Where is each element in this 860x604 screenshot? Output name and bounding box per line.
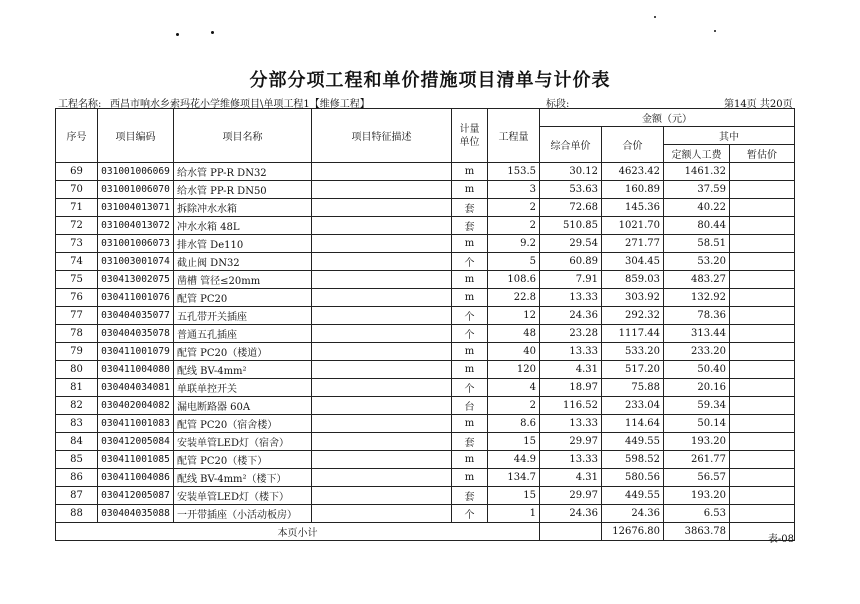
scan-speck — [714, 30, 716, 32]
table-row — [56, 397, 795, 415]
cell-unit: 套 — [452, 487, 488, 505]
cell-unit: m — [452, 361, 488, 379]
cell-desc — [312, 163, 452, 181]
cell-unit: 个 — [452, 325, 488, 343]
header-provisional: 暂估价 — [730, 145, 795, 163]
header-code: 项目编码 — [98, 109, 174, 163]
scan-speck — [211, 31, 214, 34]
project-label: 工程名称: — [58, 99, 102, 110]
cell-total: 1117.44 — [602, 325, 664, 343]
table-row — [56, 487, 795, 505]
cell-labor: 53.20 — [664, 253, 730, 271]
cell-desc — [312, 289, 452, 307]
cell-provisional — [730, 163, 795, 181]
cell-labor: 483.27 — [664, 271, 730, 289]
cell-labor: 50.14 — [664, 415, 730, 433]
cell-provisional — [730, 271, 795, 289]
cell-desc — [312, 451, 452, 469]
cell-unit: 个 — [452, 253, 488, 271]
cell-total: 75.88 — [602, 379, 664, 397]
cell-seq: 75 — [56, 271, 98, 289]
cell-unit-price: 29.97 — [540, 487, 602, 505]
cell-code: 030413002075 — [98, 271, 174, 289]
cell-qty: 44.9 — [488, 451, 540, 469]
cell-seq: 80 — [56, 361, 98, 379]
cell-unit-price: 53.63 — [540, 181, 602, 199]
cell-provisional — [730, 415, 795, 433]
cell-code: 030404035078 — [98, 325, 174, 343]
cell-labor: 56.57 — [664, 469, 730, 487]
cell-code: 031001006070 — [98, 181, 174, 199]
cell-unit-price: 18.97 — [540, 379, 602, 397]
cell-seq: 78 — [56, 325, 98, 343]
cell-seq: 87 — [56, 487, 98, 505]
cell-qty: 2 — [488, 199, 540, 217]
cell-qty: 12 — [488, 307, 540, 325]
cell-total: 24.36 — [602, 505, 664, 523]
cell-code: 030411004086 — [98, 469, 174, 487]
cell-unit-price: 116.52 — [540, 397, 602, 415]
cell-name: 一开带插座（小活动板房） — [174, 505, 312, 523]
cell-qty: 15 — [488, 433, 540, 451]
cell-name: 排水管 De110 — [174, 235, 312, 253]
cell-code: 030412005087 — [98, 487, 174, 505]
cell-qty: 15 — [488, 487, 540, 505]
cell-name: 拆除冲水水箱 — [174, 199, 312, 217]
cell-desc — [312, 397, 452, 415]
header-amount: 金额（元） — [540, 109, 795, 127]
document-title: 分部分项工程和单价措施项目清单与计价表 — [249, 70, 611, 91]
cell-name: 漏电断路器 60A — [174, 397, 312, 415]
cell-desc — [312, 433, 452, 451]
cell-unit: 个 — [452, 307, 488, 325]
cell-qty: 4 — [488, 379, 540, 397]
cell-seq: 73 — [56, 235, 98, 253]
cell-desc — [312, 487, 452, 505]
cell-qty: 8.6 — [488, 415, 540, 433]
cell-unit: m — [452, 451, 488, 469]
cell-provisional — [730, 307, 795, 325]
cell-unit: m — [452, 163, 488, 181]
cell-labor: 78.36 — [664, 307, 730, 325]
cell-seq: 71 — [56, 199, 98, 217]
cell-name: 配管 PC20（楼下） — [174, 451, 312, 469]
cell-unit-price: 13.33 — [540, 415, 602, 433]
cell-provisional — [730, 235, 795, 253]
cell-desc — [312, 361, 452, 379]
cell-name: 凿槽 管径≤20mm — [174, 271, 312, 289]
cell-provisional — [730, 379, 795, 397]
cell-code: 031003001074 — [98, 253, 174, 271]
cell-seq: 70 — [56, 181, 98, 199]
cell-labor: 261.77 — [664, 451, 730, 469]
cell-code: 030404035088 — [98, 505, 174, 523]
cell-provisional — [730, 289, 795, 307]
cell-qty: 5 — [488, 253, 540, 271]
table-row — [56, 325, 795, 343]
table-row — [56, 361, 795, 379]
cell-provisional — [730, 343, 795, 361]
cell-unit: m — [452, 343, 488, 361]
cell-code: 030411001085 — [98, 451, 174, 469]
cell-unit-price: 72.68 — [540, 199, 602, 217]
cell-qty: 134.7 — [488, 469, 540, 487]
cell-code: 030411004080 — [98, 361, 174, 379]
cell-code: 031004013071 — [98, 199, 174, 217]
table-row — [56, 469, 795, 487]
table-row — [56, 199, 795, 217]
cell-seq: 74 — [56, 253, 98, 271]
cell-name: 配管 PC20（宿舍楼） — [174, 415, 312, 433]
cell-name: 配线 BV-4mm²（楼下） — [174, 469, 312, 487]
cell-name: 配管 PC20 — [174, 289, 312, 307]
table-row — [56, 505, 795, 523]
cell-provisional — [730, 397, 795, 415]
cell-unit-price: 7.91 — [540, 271, 602, 289]
cell-name: 安装单管LED灯（宿舍） — [174, 433, 312, 451]
table-row — [56, 271, 795, 289]
subtotal-total: 12676.80 — [602, 523, 664, 541]
cell-desc — [312, 199, 452, 217]
cell-qty: 48 — [488, 325, 540, 343]
subtotal-labor: 3863.78 — [664, 523, 730, 541]
cell-unit-price: 510.85 — [540, 217, 602, 235]
cell-desc — [312, 217, 452, 235]
cell-unit-price: 4.31 — [540, 361, 602, 379]
scan-speck — [654, 16, 656, 18]
cell-unit-price: 23.28 — [540, 325, 602, 343]
cell-provisional — [730, 433, 795, 451]
cell-total: 449.55 — [602, 487, 664, 505]
cell-total: 598.52 — [602, 451, 664, 469]
cell-desc — [312, 505, 452, 523]
cell-provisional — [730, 325, 795, 343]
cell-unit-price: 29.97 — [540, 433, 602, 451]
cell-desc — [312, 307, 452, 325]
table-row — [56, 217, 795, 235]
cell-provisional — [730, 181, 795, 199]
cell-code: 031004013072 — [98, 217, 174, 235]
cell-seq: 69 — [56, 163, 98, 181]
cell-provisional — [730, 505, 795, 523]
table-row — [56, 415, 795, 433]
cell-qty: 40 — [488, 343, 540, 361]
cell-seq: 81 — [56, 379, 98, 397]
cell-labor: 193.20 — [664, 433, 730, 451]
cell-qty: 3 — [488, 181, 540, 199]
cell-qty: 1 — [488, 505, 540, 523]
cell-seq: 77 — [56, 307, 98, 325]
cell-labor: 132.92 — [664, 289, 730, 307]
cell-unit: m — [452, 469, 488, 487]
cell-total: 533.20 — [602, 343, 664, 361]
sheet-number: 表-08 — [767, 534, 794, 545]
cell-unit: m — [452, 289, 488, 307]
cell-seq: 88 — [56, 505, 98, 523]
cell-code: 030404035077 — [98, 307, 174, 325]
header-desc: 项目特征描述 — [312, 109, 452, 163]
cell-qty: 9.2 — [488, 235, 540, 253]
cell-unit: 个 — [452, 505, 488, 523]
cell-labor: 40.22 — [664, 199, 730, 217]
cell-unit-price: 13.33 — [540, 451, 602, 469]
cell-total: 859.03 — [602, 271, 664, 289]
cell-unit: m — [452, 235, 488, 253]
cell-unit-price: 13.33 — [540, 343, 602, 361]
cell-unit: m — [452, 271, 488, 289]
header-labor: 定额人工费 — [664, 145, 730, 163]
cell-name: 配线 BV-4mm² — [174, 361, 312, 379]
cell-seq: 72 — [56, 217, 98, 235]
header-qty: 工程量 — [488, 109, 540, 163]
cell-provisional — [730, 487, 795, 505]
cell-total: 1021.70 — [602, 217, 664, 235]
cell-desc — [312, 325, 452, 343]
cell-unit: m — [452, 181, 488, 199]
cell-unit-price: 24.36 — [540, 307, 602, 325]
header-of-which: 其中 — [664, 127, 795, 145]
cell-name: 配管 PC20（楼道） — [174, 343, 312, 361]
cell-total: 4623.42 — [602, 163, 664, 181]
cell-provisional — [730, 199, 795, 217]
cell-labor: 313.44 — [664, 325, 730, 343]
cell-provisional — [730, 451, 795, 469]
cell-name: 五孔带开关插座 — [174, 307, 312, 325]
cell-total: 114.64 — [602, 415, 664, 433]
cell-seq: 83 — [56, 415, 98, 433]
cell-code: 031001006069 — [98, 163, 174, 181]
cell-desc — [312, 343, 452, 361]
cell-desc — [312, 469, 452, 487]
table-row — [56, 163, 795, 181]
subtotal-label: 本页小计 — [56, 523, 540, 541]
subtotal-row — [56, 523, 795, 541]
cell-total: 233.04 — [602, 397, 664, 415]
cell-code: 031001006073 — [98, 235, 174, 253]
cell-labor: 58.51 — [664, 235, 730, 253]
cell-name: 单联单控开关 — [174, 379, 312, 397]
cell-unit-price: 4.31 — [540, 469, 602, 487]
cell-desc — [312, 181, 452, 199]
header-unit: 计量单位 — [452, 109, 488, 163]
cell-name: 给水管 PP-R DN50 — [174, 181, 312, 199]
cell-labor: 37.59 — [664, 181, 730, 199]
header-seq: 序号 — [56, 109, 98, 163]
cell-unit: 套 — [452, 199, 488, 217]
cell-code: 030411001079 — [98, 343, 174, 361]
cell-provisional — [730, 361, 795, 379]
cell-total: 304.45 — [602, 253, 664, 271]
cell-qty: 108.6 — [488, 271, 540, 289]
cell-name: 普通五孔插座 — [174, 325, 312, 343]
cell-total: 160.89 — [602, 181, 664, 199]
cell-seq: 84 — [56, 433, 98, 451]
cell-total: 449.55 — [602, 433, 664, 451]
cell-labor: 193.20 — [664, 487, 730, 505]
cell-code: 030412005084 — [98, 433, 174, 451]
cell-labor: 80.44 — [664, 217, 730, 235]
table-row — [56, 433, 795, 451]
cell-unit: 套 — [452, 217, 488, 235]
cell-total: 145.36 — [602, 199, 664, 217]
section-label: 标段: — [546, 99, 570, 110]
cell-desc — [312, 235, 452, 253]
table-row — [56, 235, 795, 253]
cell-provisional — [730, 469, 795, 487]
cell-qty: 153.5 — [488, 163, 540, 181]
cell-total: 292.32 — [602, 307, 664, 325]
cell-total: 517.20 — [602, 361, 664, 379]
cell-labor: 233.20 — [664, 343, 730, 361]
cell-code: 030404034081 — [98, 379, 174, 397]
price-table — [55, 108, 795, 541]
cell-seq: 79 — [56, 343, 98, 361]
cell-provisional — [730, 253, 795, 271]
cell-unit-price: 60.89 — [540, 253, 602, 271]
cell-qty: 2 — [488, 217, 540, 235]
cell-total: 303.92 — [602, 289, 664, 307]
cell-desc — [312, 253, 452, 271]
cell-unit-price: 29.54 — [540, 235, 602, 253]
cell-provisional — [730, 217, 795, 235]
cell-seq: 86 — [56, 469, 98, 487]
cell-unit: 个 — [452, 379, 488, 397]
cell-qty: 22.8 — [488, 289, 540, 307]
cell-unit: m — [452, 415, 488, 433]
table-row — [56, 379, 795, 397]
cell-code: 030411001076 — [98, 289, 174, 307]
cell-name: 冲水水箱 48L — [174, 217, 312, 235]
cell-seq: 82 — [56, 397, 98, 415]
cell-labor: 20.16 — [664, 379, 730, 397]
cell-name: 截止阀 DN32 — [174, 253, 312, 271]
cell-unit: 台 — [452, 397, 488, 415]
table-row — [56, 307, 795, 325]
cell-labor: 1461.32 — [664, 163, 730, 181]
header-name: 项目名称 — [174, 109, 312, 163]
cell-seq: 76 — [56, 289, 98, 307]
subtotal-unit-price — [540, 523, 602, 541]
cell-unit-price: 13.33 — [540, 289, 602, 307]
cell-unit-price: 24.36 — [540, 505, 602, 523]
cell-qty: 2 — [488, 397, 540, 415]
cell-labor: 59.34 — [664, 397, 730, 415]
cell-total: 580.56 — [602, 469, 664, 487]
cell-name: 安装单管LED灯（楼下） — [174, 487, 312, 505]
table-row — [56, 451, 795, 469]
cell-code: 030402004082 — [98, 397, 174, 415]
cell-total: 271.77 — [602, 235, 664, 253]
cell-labor: 6.53 — [664, 505, 730, 523]
page-info: 第14页 共20页 — [724, 99, 793, 110]
header-unit-price: 综合单价 — [540, 127, 602, 163]
header-total: 合价 — [602, 127, 664, 163]
project-name: 西昌市响水乡索玛花小学维修项目\单项工程1【维修工程】 — [110, 99, 370, 110]
cell-seq: 85 — [56, 451, 98, 469]
cell-desc — [312, 379, 452, 397]
cell-name: 给水管 PP-R DN32 — [174, 163, 312, 181]
cell-qty: 120 — [488, 361, 540, 379]
table-row — [56, 289, 795, 307]
cell-desc — [312, 415, 452, 433]
cell-labor: 50.40 — [664, 361, 730, 379]
table-row — [56, 253, 795, 271]
cell-desc — [312, 271, 452, 289]
table-row — [56, 343, 795, 361]
cell-unit-price: 30.12 — [540, 163, 602, 181]
cell-unit: 套 — [452, 433, 488, 451]
scan-speck — [176, 33, 179, 36]
cell-code: 030411001083 — [98, 415, 174, 433]
table-row — [56, 181, 795, 199]
